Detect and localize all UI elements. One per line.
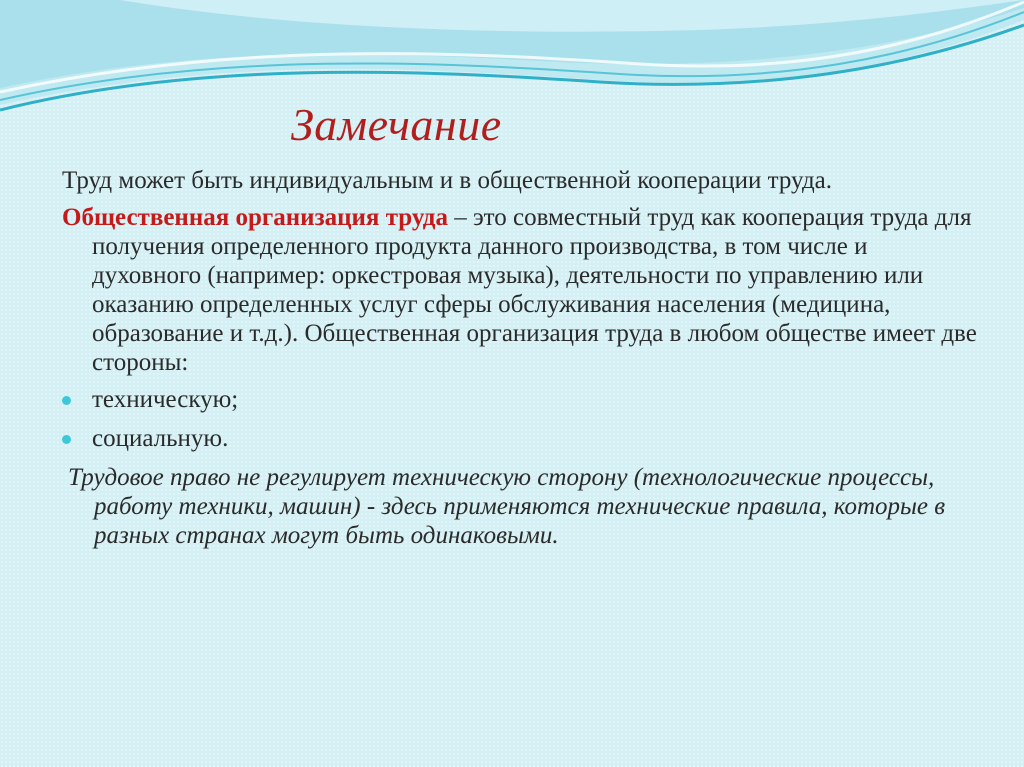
bullet-label: социальную. bbox=[92, 425, 229, 452]
definition-text: – это совместный труд как кооперация труда для получения определенного продукта данного производства, в том числе и духовного (например: оркестровая музыка), деятельности по управлению или оказанию определенных услуг сферы обслуживания населения (медицина, образование и т.д.). Общественная организация труда в любом обществе имеет две стороны: bbox=[92, 204, 977, 376]
decorative-waves bbox=[0, 0, 1024, 140]
bullet-label: техническую; bbox=[92, 386, 239, 413]
slide-body bbox=[62, 166, 982, 550]
definition-term: Общественная организация труда bbox=[62, 204, 448, 231]
italic-note: Трудовое право не регулирует техническую сторону (технологические процессы, работу техники, машин) - здесь применяются технические правила, которые в разных странах могут быть одинаковыми. bbox=[68, 464, 946, 549]
bullet-dot-icon bbox=[62, 396, 71, 405]
bullet-dot-icon bbox=[62, 435, 71, 444]
paragraph-definition bbox=[62, 203, 982, 377]
bullet-item-technical bbox=[62, 385, 982, 414]
paragraph-intro: Труд может быть индивидуальным и в общественной кооперации труда. bbox=[62, 167, 833, 194]
slide-title: Замечание bbox=[291, 99, 502, 150]
bullet-item-social bbox=[62, 424, 982, 453]
